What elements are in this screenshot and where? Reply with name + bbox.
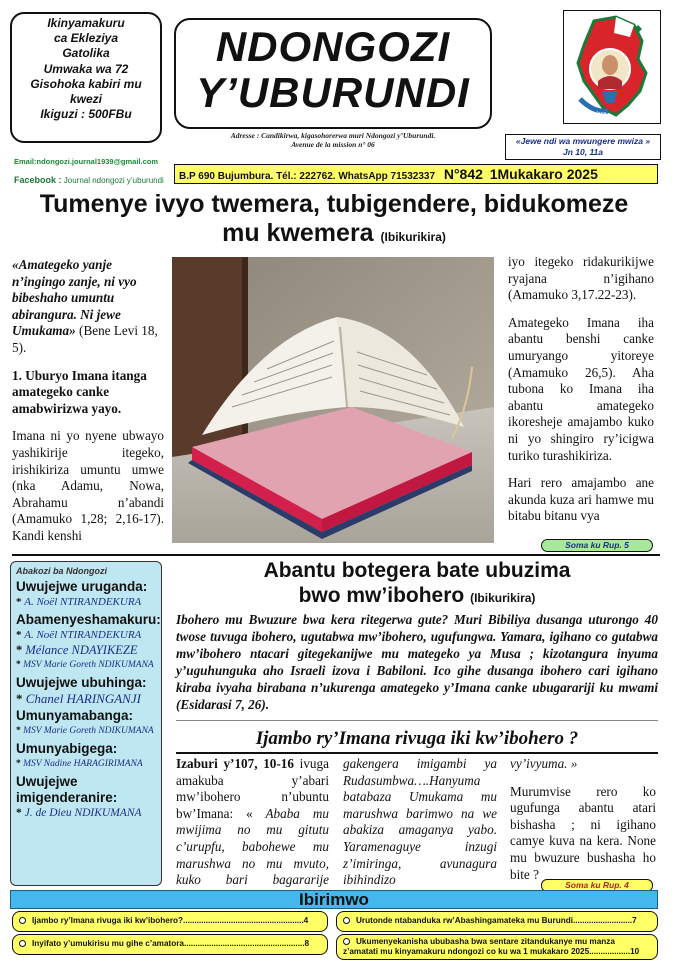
verse-box — [505, 134, 661, 160]
bullet-icon — [343, 917, 350, 924]
article2-headline — [176, 558, 658, 611]
scripture-reference: (Bene Levi 18, 5). — [12, 323, 158, 355]
continued-kicker: (Ibikurikira) — [470, 591, 536, 605]
article1-column-left — [12, 257, 164, 556]
masthead-title-line1: NDONGOZI — [215, 23, 451, 70]
contents-title: Ibirimwo — [10, 890, 658, 909]
contents-item-text: Inyifato y’umukirisu mu gihe c’amatora.....................................................8 — [32, 939, 310, 948]
section-divider — [12, 554, 660, 556]
publisher-address — [174, 131, 492, 149]
info-line: Ikinyamakuru — [47, 16, 125, 30]
contents-item[interactable] — [12, 934, 328, 955]
contact-bar — [174, 164, 658, 184]
masthead-title-line2: Y’UBURUNDI — [196, 69, 470, 116]
article1-headline: Tumenye ivyo twemera, tubigendere, bidukomeze — [39, 190, 629, 218]
verse-text: «Jewe ndi wa mwungere mwiza » — [515, 136, 651, 146]
staff-role: Uwujejwe ubuhinga: — [16, 675, 147, 690]
staff-person: * Mélance NDAYIKEZE — [16, 643, 138, 657]
article2-lead: Ibohero mu Bwuzure bwa kera ritegerwa gute? Muri Bibiliya dusanga uturongo 40 twose tuvuga ibohero, ugutabwa mw’ibohero, ugufungwa. Yamara, igihano co gutabwa mw’ibohero ntacari gitegekanijwe mu mategeko ya Musa ; kizotangura inyuma y’uguhunguka aho Israeli izova i Babiloni. Ico gihe dusanga ibohero cari igihano kiraba ivyaha birabana n’ukurenga amategeko y’Imana canke ubugarariji ku mwami (Esidarasi 7, 26). — [176, 612, 658, 712]
contents-item-text: Urutonde ntabanduka rw’Abashingamateka mu Burundi..........................7 — [356, 916, 637, 925]
info-line: Umwaka wa 72 — [43, 61, 129, 76]
paragraph: Imana ni yo nyene ubwayo yashikirije itegeko, irishikiriza umuntu umwe (nka Adamu, Nowa, Abrahamu n’abandi (Amamuko 1,28; 2,16-17). Kandi kenshi — [12, 428, 164, 543]
bullet-icon — [19, 940, 26, 947]
staff-role: Abamenyeshamakuru: — [16, 612, 161, 627]
headline-text: mu kwemera — [222, 219, 374, 247]
continued-on-page-link[interactable]: Soma ku Rup. 4 — [541, 879, 653, 892]
publication-info-box — [10, 12, 162, 143]
staff-person: * A. Noël NTIRANDEKURA — [16, 596, 142, 608]
address-line: Adresse : Candikirwa, kigasohorerwa muri Ndongozi y’Uburundi. — [230, 131, 436, 140]
scripture-quote: Ababa mu mwijima no mu gitutu c’urupfu, babohewe mu marushwa no mu mvuto, kuko bari bagararije — [176, 805, 330, 888]
contents-item-text: Ijambo ry’Imana rivuga iki kw’ibohero?.....................................................4 — [32, 916, 309, 925]
masthead — [174, 18, 492, 129]
staff-person: * Chanel HARINGANJI — [16, 691, 141, 706]
staff-box — [10, 561, 162, 886]
info-line: kwezi — [69, 92, 102, 107]
scripture-quote: vy’ivyuma. » — [510, 756, 578, 771]
staff-role: Umunyabigega: — [16, 741, 118, 756]
article2-column-c — [510, 756, 656, 883]
staff-person: * MSV Marie Goreth NDIKUMANA — [16, 726, 154, 736]
diocese-logo — [563, 10, 661, 124]
article2-column-a — [176, 756, 329, 887]
facebook-value: Journal ndongozi y’uburundi — [63, 176, 164, 185]
section-subheading: 1. Uburyo Imana itanga amategeko canke amabwirizwa yayo. — [12, 367, 147, 416]
burundi-map-emblem-icon — [564, 11, 659, 122]
info-line: Gisohoka kabiri mu — [30, 76, 142, 91]
section-divider — [176, 720, 658, 721]
contact-details: B.P 690 Bujumbura. Tél.: 222762. WhatsApp 71532337 — [179, 171, 436, 182]
contents-item-text: Ukumenyekanisha ububasha bwa sentare zitandukanye mu manza z’amatati mu kinyamakuru ndongozi co ku wa 1 mukakaro 2025..................10 — [343, 937, 640, 956]
scripture-quote: «Amategeko yanje n’ingingo zanje, ni vyo bibeshaho umuntu abirangura. Ni jewe Umukama» — [12, 257, 137, 339]
article2-column-b — [343, 756, 497, 887]
article1-headline-cont — [10, 219, 658, 251]
staff-title: Abakozi ba Ndongozi — [16, 566, 107, 576]
issue-number: N°842 — [443, 166, 483, 182]
paragraph: Amategeko Imana iha abantu benshi canke umuryango yitoreye (Amamuko 26,5). Aha tubona ko Imana iha abantu amategeko ikoresheje amajambo kuko ni yo shingiro ry’icigwa turiko turashikiriza. — [508, 314, 654, 463]
staff-role: Umunyamabanga: — [16, 708, 134, 723]
article1-column-right — [508, 254, 654, 536]
continued-kicker: (Ibikurikira) — [380, 230, 446, 244]
contents-item[interactable] — [336, 934, 658, 960]
info-line: ca Ekleziya — [53, 31, 119, 46]
open-bible-image-icon — [172, 257, 494, 543]
continued-on-page-link[interactable]: Soma ku Rup. 5 — [541, 539, 653, 552]
staff-role: Uwujejwe uruganda: — [16, 579, 148, 594]
info-line: Gatolika — [62, 46, 110, 61]
contents-item[interactable] — [336, 911, 658, 932]
paragraph: ivuga amakuba y’abari mw’ibohero n’ubuntu bw’Imana: « — [176, 756, 329, 821]
section-divider — [176, 752, 658, 754]
staff-person: * MSV Nadine HARAGIRIMANA — [16, 759, 143, 769]
staff-person: * MSV Marie Goreth NDIKUMANA — [16, 660, 154, 670]
facebook-handle[interactable] — [14, 175, 164, 185]
article2-subheading: Ijambo ry’Imana rivuga iki kw’ibohero ? — [255, 728, 579, 749]
email-address[interactable]: Email:ndongozi.journal1939@gmail.com — [14, 157, 159, 166]
staff-role: Uwujejwe imigenderanire: — [16, 774, 118, 805]
contents-item[interactable] — [12, 911, 328, 932]
headline-text: bwo mw’ibohero — [298, 584, 465, 607]
facebook-label: Facebook : — [14, 175, 62, 185]
paragraph: Hari rero amajambo ane akunda kuza ari hamwe mu bitabu bitanu vya — [508, 475, 654, 524]
scripture-reference: Izaburi y’107, 10-16 — [176, 756, 294, 771]
info-line-price: Ikiguzi : 500FBu — [40, 107, 132, 122]
paragraph: Murumvise rero ko ugufunga abantu atari bishasha ; ni igihano camye kuva na kera. None mu bwuzure bushasha ho bite ? — [510, 783, 656, 882]
paragraph: iyo itegeko ridakurikijwe ryajana n’igihano (Amamuko 3,17.22-23). — [508, 254, 654, 303]
open-bible-photo — [172, 257, 494, 543]
headline-text: Abantu botegera bate ubuzima — [263, 559, 571, 582]
issue-date: 1Mukakaro 2025 — [489, 166, 598, 182]
scripture-quote: gakengera imigambi ya Rudasumbwa….Hanyuma batabaza Umukama mu marushwa barimwo na we abakiza amaganya yabo. Yaramenaguye inzugi z’imiringa, avunagura ibihindizo — [343, 756, 497, 888]
bullet-icon — [19, 917, 26, 924]
bullet-icon — [343, 938, 350, 945]
verse-reference: Jn 10, 11a — [562, 147, 603, 157]
staff-person: * A. Noël NTIRANDEKURA — [16, 629, 142, 641]
staff-person: * J. de Dieu NDIKUMANA — [16, 807, 142, 819]
address-line: Avenue de la mission n° 06 — [291, 140, 375, 149]
logo-caption: Jhwe kwa — [582, 111, 607, 117]
